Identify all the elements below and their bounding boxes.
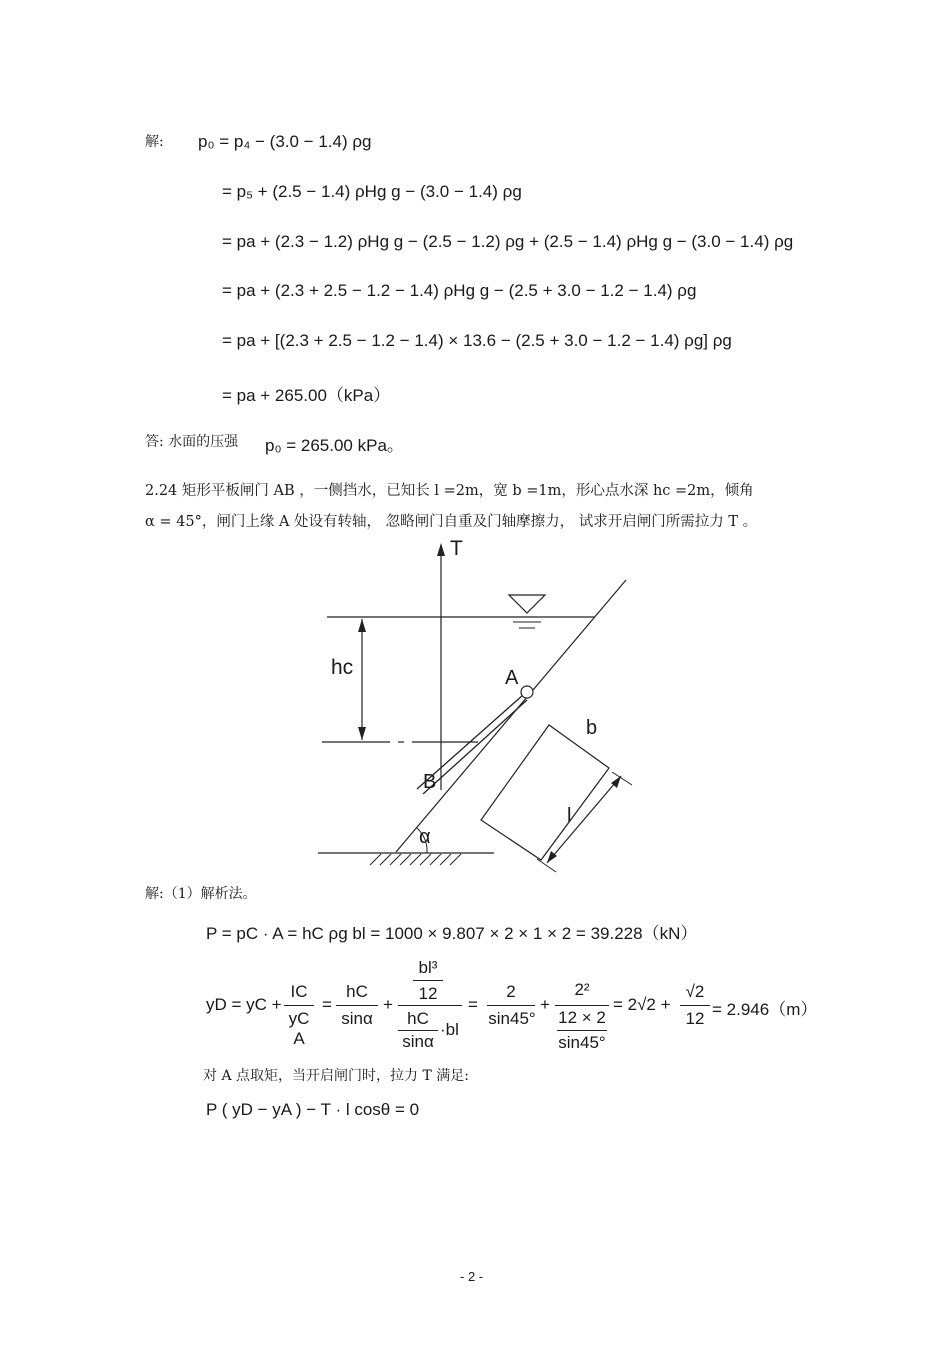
label-l: l [567,805,572,827]
answer-value: p₀ = 265.00 kPa。 [265,436,404,455]
fraction-3-den-den: sinα [402,1032,434,1051]
hc-arrow-bottom [358,727,366,740]
fraction-4-num: 2 [506,982,516,1001]
fraction-1-den: yC A [288,1009,310,1048]
equation-line-5: = pa + [(2.3 + 2.5 − 1.2 − 1.4) × 13.6 − (2.5 + 3.0 − 1.2 − 1.4) ρg] ρg [222,331,732,350]
problem-line-2: α = 45°，闸门上缘 A 处设有转轴， 忽略闸门自重及门轴摩擦力， 试求开启闸门所需拉力 T 。 [145,514,758,530]
label-b-point: B [423,771,437,793]
fraction-3-num-num: bl³ [418,958,438,977]
fraction-6-den: 12 [685,1009,705,1028]
equation-line-6: = pa + 265.00（kPa） [222,386,391,405]
problem-line-1: 2.24 矩形平板闸门 AB ，一侧挡水，已知长 l =2m，宽 b =1m，形心点水深 hc =2m，倾角 [145,483,754,499]
plus-2: + [540,995,550,1014]
gate-plan-view [481,725,609,860]
fraction-3-den-num: hC [407,1009,429,1028]
fraction-3-den-tail: ·bl [440,1020,459,1039]
hc-arrow-top [358,619,366,632]
hinge-a [521,686,533,698]
moment-equation: P ( yD − yA ) − T · l cosθ = 0 [206,1100,420,1119]
fraction-2-den: sinα [341,1009,373,1028]
equals-1: = [322,995,332,1014]
mid-expression: = 2√2 + [613,995,671,1014]
fraction-2-num: hC [346,982,368,1001]
label-b-width: b [586,717,598,739]
solution-label: 解: [145,134,164,150]
equation-line-2: = p₅ + (2.5 − 1.4) ρHg g − (3.0 − 1.4) ρg [222,182,522,201]
plus-1: + [383,995,393,1014]
label-alpha: α [419,826,431,848]
fraction-5-den-den: sin45° [558,1033,606,1052]
ground-hatching [370,854,461,865]
equation-line-1: p₀ = p₄ − (3.0 − 1.4) ρg [198,132,372,151]
fraction-5-num: 2² [574,980,590,999]
l-dimension [547,776,621,863]
fraction-4-den: sin45° [488,1009,536,1028]
equals-2: = [468,995,478,1014]
equation-line-3: = pa + (2.3 − 1.2) ρHg g − (2.5 − 1.2) ρg + (2.5 − 1.4) ρHg g − (3.0 − 1.4) ρg [222,232,794,251]
label-t: T [450,537,463,560]
tension-arrow [437,543,445,556]
fraction-3-num-den: 12 [418,984,438,1003]
answer-label: 答: 水面的压强 [145,434,239,450]
fraction-5-den-num: 12 × 2 [558,1008,606,1027]
label-hc: hc [331,656,354,679]
moment-text: 对 A 点取矩，当开启闸门时，拉力 T 满足: [203,1068,469,1084]
equation-line-4: = pa + (2.3 + 2.5 − 1.2 − 1.4) ρHg g − (2.5 + 3.0 − 1.2 − 1.4) ρg [222,281,697,300]
gate-ab-edge [423,700,527,794]
label-a: A [505,667,519,689]
page-number: - 2 - [460,1269,484,1284]
pressure-force-equation: P = pC · A = hC ρg bl = 1000 × 9.807 × 2 × 1 × 2 = 39.228（kN） [206,924,698,943]
fraction-1-num: IC [290,982,308,1001]
fraction-6-num: √2 [685,982,705,1001]
yd-lhs: yD = yC + [206,995,282,1014]
yd-result: = 2.946（m） [712,1000,818,1019]
water-level-symbol [509,595,545,613]
l-extension-bottom [537,859,556,872]
solution-2-label: 解:（1）解析法。 [145,886,257,902]
